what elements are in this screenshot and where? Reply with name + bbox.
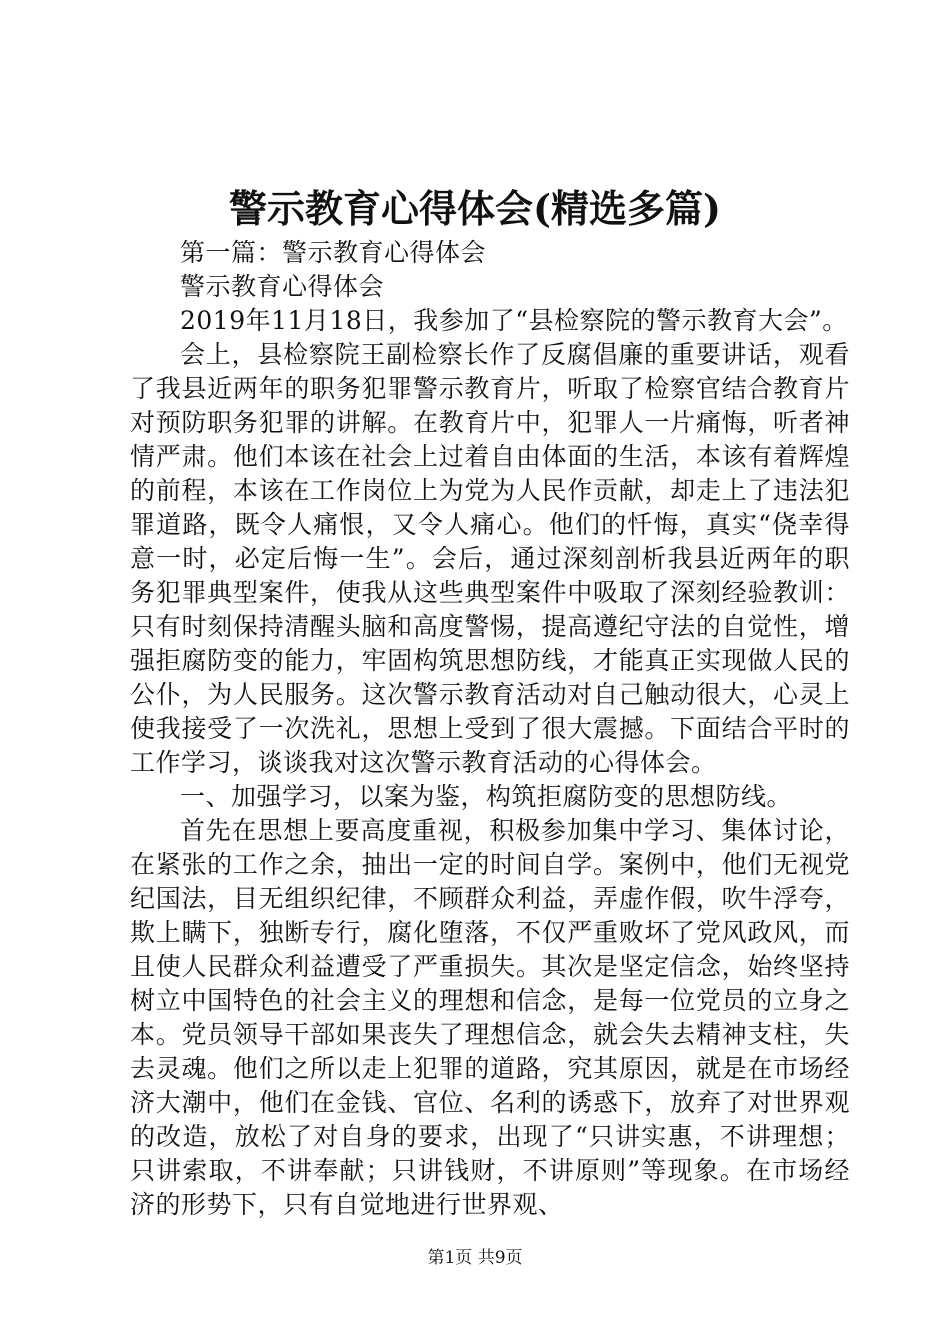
- body-paragraph: 首先在思想上要高度重视，积极参加集中学习、集体讨论，在紧张的工作之余，抽出一定的时间自学。案例中，他们无视党纪国法，目无组织纪律，不顾群众利益，弄虚作假，吹牛浮夸，欺上瞒下，独断专行，腐化堕落，不仅严重败坏了党风政风，而且使人民群众利益遭受了严重损失。其次是坚定信念，始终坚持树立中国特色的社会主义的理想和信念，是每一位党员的立身之本。党员领导干部如果丧失了理想信念，就会失去精神支柱，失去灵魂。他们之所以走上犯罪的道路，究其原因，就是在市场经济大潮中，他们在金钱、官位、名利的诱惑下，放弃了对世界观的改造，放松了对自身的要求，出现了“只讲实惠，不讲理想；只讲索取，不讲奉献；只讲钱财，不讲原则”等现象。在市场经济的形势下，只有自觉地进行世界观、: [130, 816, 850, 1219]
- point-heading: 一、加强学习，以案为鉴，构筑拒腐防变的思想防线。: [180, 782, 793, 811]
- page-footer: 第1页 共9页: [427, 1248, 523, 1268]
- body-paragraph: 会上，县检察院王副检察长作了反腐倡廉的重要讲话，观看了我县近两年的职务犯罪警示教育片，听取了检察官结合教育片对预防职务犯罪的讲解。在教育片中，犯罪人一片痛悔，听者神情严肃。他们本该在社会上过着自由体面的生活，本该有着辉煌的前程，本该在工作岗位上为党为人民作贡献，却走上了违法犯罪道路，既令人痛恨，又令人痛心。他们的忏悔，真实“侥幸得意一时，必定后悔一生”。会后，通过深刻剖析我县近两年的职务犯罪典型案件，使我从这些典型案件中吸取了深刻经验教训：只有时刻保持清醒头脑和高度警惕，提高遵纪守法的自觉性，增强拒腐防变的能力，牢固构筑思想防线，才能真正实现做人民的公仆，为人民服务。这次警示教育活动对自己触动很大，心灵上使我接受了一次洗礼，思想上受到了很大震撼。下面结合平时的工作学习，谈谈我对这次警示教育活动的心得体会。: [130, 340, 850, 777]
- body-paragraph: 2019年11月18日，我参加了“县检察院的警示教育大会”。: [180, 306, 848, 335]
- document-title: 警示教育心得体会(精选多篇): [229, 186, 721, 231]
- subsection-heading: 警示教育心得体会: [180, 272, 385, 301]
- document-body: [130, 236, 850, 1222]
- section-heading: 第一篇：警示教育心得体会: [180, 238, 487, 267]
